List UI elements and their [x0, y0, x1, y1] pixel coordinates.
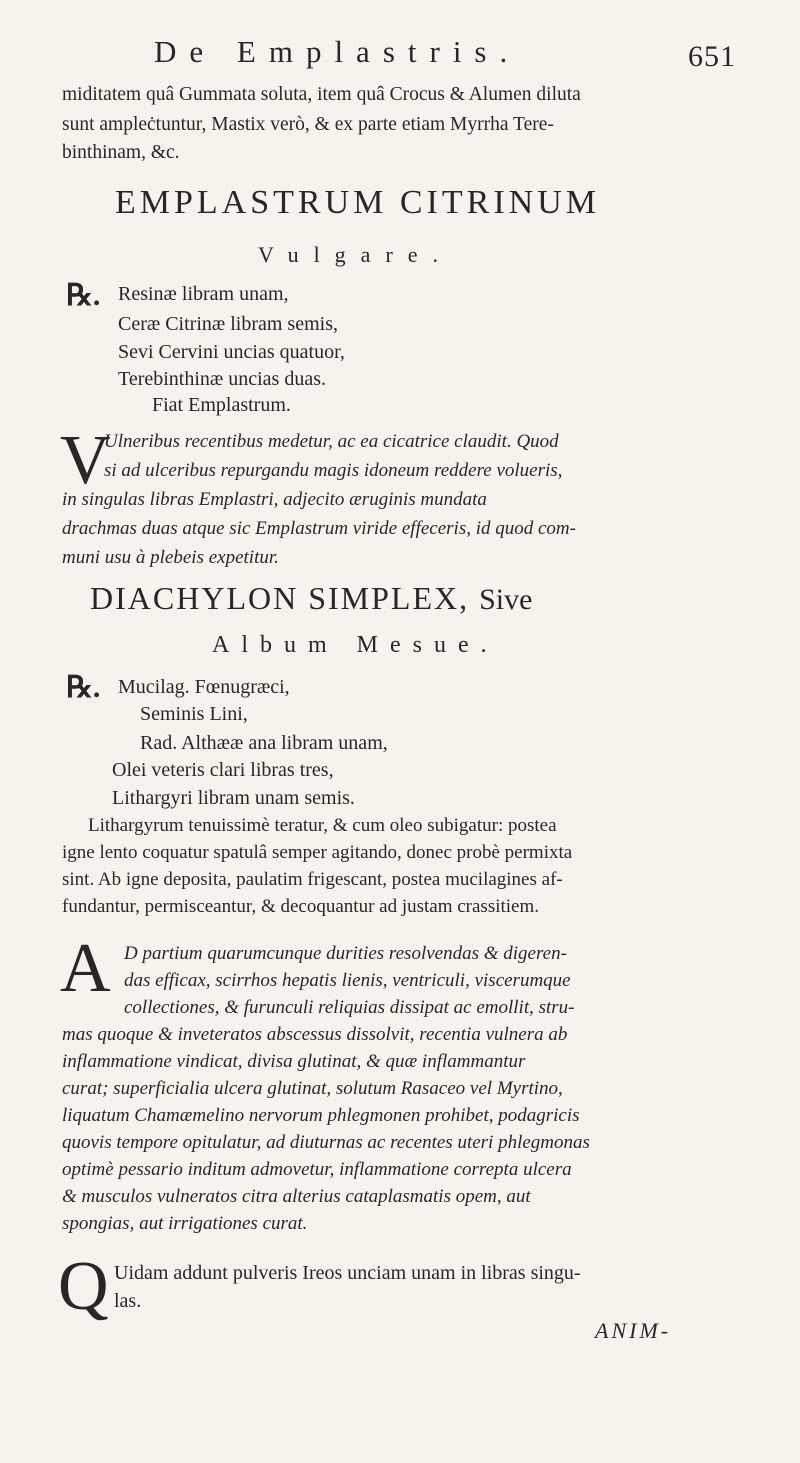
commentary-line: quovis tempore opitulatur, ad diuturnas ac recentes uteri phlegmonas: [62, 1132, 590, 1153]
ingredient-line: Fiat Emplastrum.: [152, 394, 291, 416]
method-line: fundantur, permisceantur, & decoquantur ad justam crassitiem.: [62, 896, 540, 917]
commentary-line: curat; superficialia ulcera glutinat, solutum Rasaceo vel Myrtino,: [62, 1078, 563, 1099]
ingredient-line: Ceræ Citrinæ libram semis,: [118, 313, 338, 335]
commentary-line: Ulneribus recentibus medetur, ac ea cicatrice claudit. Quod: [104, 431, 559, 452]
running-head: De Emplastris.: [154, 34, 521, 69]
commentary-line: das efficax, scirrhos hepatis lienis, ventriculi, viscerumque: [124, 970, 571, 991]
intro-line: binthinam, &c.: [62, 142, 180, 163]
drop-cap: A: [60, 930, 111, 1007]
commentary-line: mas quoque & inveteratos abscessus dissolvit, recentia vulnera ab: [62, 1024, 568, 1045]
commentary-line: muni usu à plebeis expetitur.: [62, 547, 279, 568]
recipe-symbol-icon: ℞.: [66, 279, 101, 312]
recipe-subtitle: Album Mesue.: [212, 632, 499, 658]
recipe-subtitle: Vulgare.: [258, 242, 454, 267]
commentary-line: liquatum Chamæmelino nervorum phlegmonen prohibet, podagricis: [62, 1105, 580, 1126]
method-line: igne lento coquatur spatulâ semper agitando, donec probè permixta: [62, 842, 573, 863]
commentary-line: inflammatione vindicat, divisa glutinat, & quæ inflammantur: [62, 1051, 526, 1072]
ingredient-line: Sevi Cervini uncias quatuor,: [118, 341, 345, 363]
intro-line: miditatem quâ Gummata soluta, item quâ Crocus & Alumen diluta: [62, 84, 581, 105]
commentary-line: drachmas duas atque sic Emplastrum viride effeceris, id quod com-: [62, 518, 576, 539]
recipe-title: EMPLASTRUM CITRINUM: [115, 184, 600, 221]
recipe-title-main: DIACHYLON SIMPLEX,: [90, 580, 470, 616]
ingredient-line: Seminis Lini,: [140, 703, 248, 725]
ingredient-line: Resinæ libram unam,: [118, 283, 289, 305]
commentary-line: & musculos vulneratos citra alterius cataplasmatis opem, aut: [62, 1186, 531, 1207]
ingredient-line: Terebinthinæ uncias duas.: [118, 368, 326, 390]
ingredient-line: Lithargyri libram unam semis.: [112, 787, 355, 809]
addendum-line: las.: [114, 1290, 142, 1312]
ingredient-line: Olei veteris clari libras tres,: [112, 759, 334, 781]
recipe-symbol-icon: ℞.: [66, 671, 101, 704]
drop-cap: V: [60, 422, 111, 499]
method-line: sint. Ab igne deposita, paulatim frigescant, postea mucilagines af-: [62, 869, 563, 890]
intro-line: sunt ampleċtuntur, Mastix verò, & ex parte etiam Myrrha Tere-: [62, 114, 554, 135]
ingredient-line: Mucilag. Fœnugræci,: [118, 676, 290, 698]
addendum-line: Uidam addunt pulveris Ireos unciam unam in libras singu-: [114, 1262, 581, 1284]
commentary-line: si ad ulceribus repurgandu magis idoneum reddere volueris,: [104, 460, 563, 481]
drop-cap: Q: [58, 1248, 109, 1325]
recipe-title: [90, 580, 532, 617]
catchword: ANIM-: [595, 1318, 672, 1343]
method-line: Lithargyrum tenuissimè teratur, & cum oleo subigatur: postea: [88, 815, 557, 836]
commentary-line: collectiones, & furunculi reliquias dissipat ac emollit, stru-: [124, 997, 575, 1018]
commentary-line: spongias, aut irrigationes curat.: [62, 1213, 308, 1234]
commentary-line: optimè pessario inditum admovetur, inflammatione correpta ulcera: [62, 1159, 572, 1180]
recipe-title-tail: Sive: [479, 583, 533, 616]
commentary-line: D partium quarumcunque durities resolvendas & digeren-: [124, 943, 567, 964]
page-number: 651: [688, 40, 736, 73]
commentary-line: in singulas libras Emplastri, adjecito æruginis mundata: [62, 489, 487, 510]
ingredient-line: Rad. Althææ ana libram unam,: [140, 732, 388, 754]
